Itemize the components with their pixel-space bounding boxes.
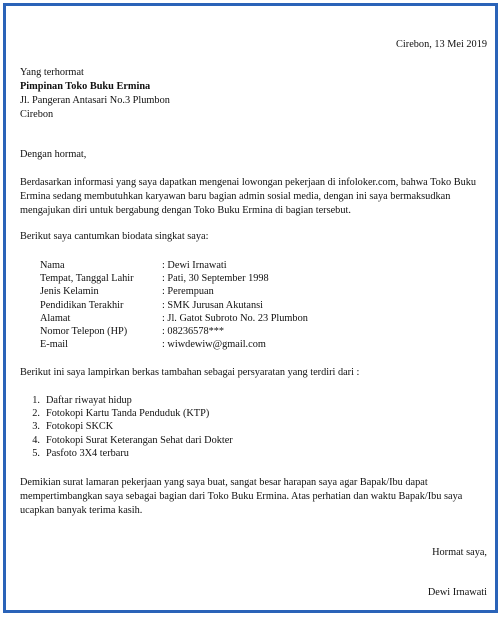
- list-item: [26, 434, 233, 447]
- biodata-label: Jenis Kelamin: [40, 286, 99, 298]
- biodata-label: Nomor Telepon (HP): [40, 325, 128, 337]
- greeting-to: Yang terhormat: [20, 67, 84, 78]
- salutation: Dengan hormat,: [20, 149, 87, 160]
- list-item-text: Fotokopi Surat Keterangan Sehat dari Dokter: [46, 434, 233, 446]
- biodata-value: : Dewi Irnawati: [162, 260, 227, 271]
- paragraph-bio-intro: Berikut saya cantumkan biodata singkat saya:: [20, 231, 209, 242]
- list-item-text: Fotokopi Kartu Tanda Penduduk (KTP): [46, 408, 210, 420]
- letter-page: [6, 6, 495, 610]
- biodata-value: : wiwdewiw@gmail.com: [162, 339, 266, 351]
- biodata-value: : Jl. Gatot Subroto No. 23 Plumbon: [162, 312, 308, 324]
- biodata-label: Nama: [40, 260, 65, 271]
- signature-name: Dewi Irnawati: [427, 587, 487, 598]
- biodata-value: : 08236578***: [162, 325, 225, 337]
- letter-date: Cirebon, 13 Mei 2019: [396, 39, 487, 50]
- list-item-text: Fotokopi SKCK: [46, 421, 114, 433]
- list-item: [26, 407, 233, 420]
- attachments-list: [26, 394, 233, 460]
- biodata-row: [40, 338, 308, 351]
- paragraph-closing: Demikian surat lamaran pekerjaan yang saya buat, sangat besar harapan saya agar Bapak/Ibu dapat mempertimbangkan saya sebagai bagian dari Toko Buku Ermina. Atas perhatian dan waktu Bapak/Ibu saya ucapkan banyak terima kasih.: [20, 477, 463, 516]
- biodata-row: [40, 272, 308, 285]
- list-item-text: Daftar riwayat hidup: [46, 395, 132, 406]
- letter-frame: [3, 3, 498, 613]
- biodata-value: : Pati, 30 September 1998: [162, 273, 269, 285]
- recipient-address-line2: Cirebon: [20, 109, 54, 120]
- biodata-row: [40, 299, 308, 312]
- recipient-address-line1: Jl. Pangeran Antasari No.3 Plumbon: [20, 95, 170, 106]
- biodata-value: : Perempuan: [162, 286, 214, 298]
- list-item-number: 2.: [32, 408, 40, 420]
- list-item-number: 1.: [32, 395, 40, 406]
- paragraph-intro: Berdasarkan informasi yang saya dapatkan mengenai lowongan pekerjaan di infoloker.com, bahwa Toko Buku Ermina sedang membutuhkan karyawan baru bagian admin sosial media, dengan ini saya bermaksudkan mengajukan diri untuk bergabung dengan Toko Buku Ermina di bagian tersebut.: [20, 177, 477, 216]
- biodata-row: [40, 325, 308, 338]
- biodata-row: [40, 312, 308, 325]
- biodata-label: Alamat: [40, 312, 71, 324]
- closing-phrase: Hormat saya,: [432, 547, 487, 558]
- list-item: [26, 394, 233, 407]
- list-item-number: 4.: [32, 434, 40, 446]
- recipient-name: Pimpinan Toko Buku Ermina: [20, 81, 151, 92]
- biodata-label: E-mail: [40, 339, 69, 351]
- list-item-number: 5.: [32, 447, 40, 459]
- list-item-number: 3.: [32, 421, 40, 433]
- biodata-value: : SMK Jurusan Akutansi: [162, 299, 263, 311]
- list-item: [26, 447, 233, 460]
- paragraph-attachments-intro: Berikut ini saya lampirkan berkas tambahan sebagai persyaratan yang terdiri dari :: [20, 367, 360, 378]
- biodata-row: [40, 285, 308, 298]
- list-item: [26, 420, 233, 433]
- biodata-label: Pendidikan Terakhir: [40, 299, 124, 311]
- list-item-text: Pasfoto 3X4 terbaru: [46, 447, 129, 459]
- biodata-table: [40, 259, 308, 351]
- biodata-row: [40, 259, 308, 272]
- biodata-label: Tempat, Tanggal Lahir: [40, 273, 134, 285]
